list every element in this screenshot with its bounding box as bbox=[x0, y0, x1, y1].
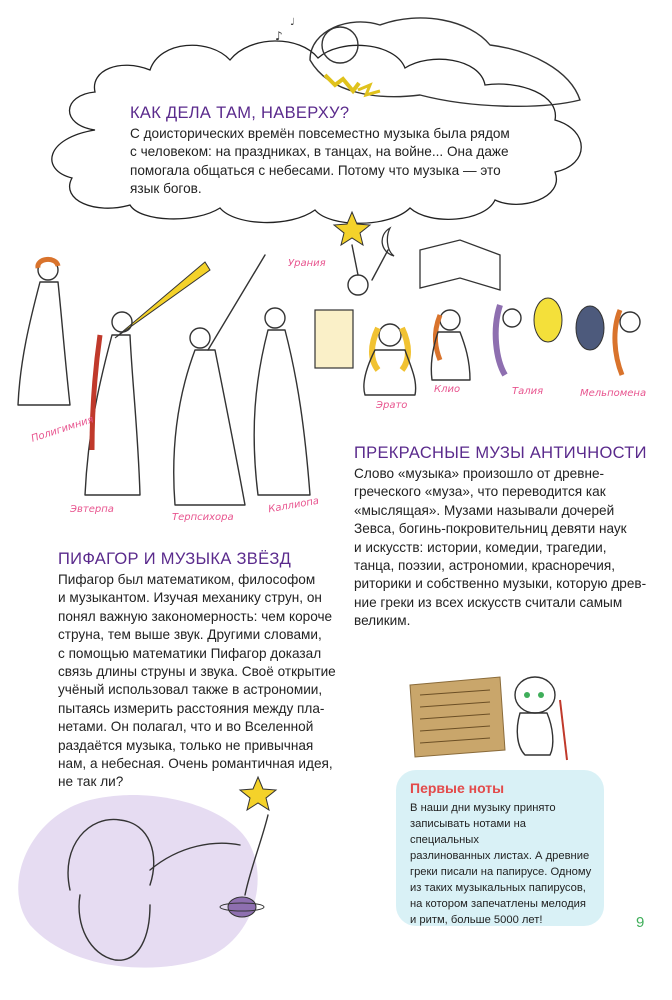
pythagoras-title: ПИФАГОР И МУЗЫКА ЗВЁЗД bbox=[58, 550, 292, 568]
pythagoras-illustration bbox=[0, 775, 330, 995]
muse-label-polyhymnia: Полигимния bbox=[29, 414, 96, 445]
pythagoras-line: понял важную закономерность: чем короче bbox=[58, 608, 333, 624]
intro-title: КАК ДЕЛА ТАМ, НАВЕРХУ? bbox=[130, 104, 350, 122]
planet-icon bbox=[228, 897, 256, 917]
notes-line: В наши дни музыку принято bbox=[410, 802, 556, 814]
muses-section-title: ПРЕКРАСНЫЕ МУЗЫ АНТИЧНОСТИ bbox=[354, 444, 647, 462]
pythagoras-line: учёный использовал также в астрономии, bbox=[58, 682, 323, 698]
muses-line: «мыслящая». Музами называли дочерей bbox=[354, 502, 615, 518]
intro-line: помогала общаться с небесами. Потому что музыка — это bbox=[130, 162, 501, 178]
pythagoras-line: раздаётся музыка, только не привычная bbox=[58, 737, 314, 753]
pythagoras-line: связь длины струны и звука. Своё открытие bbox=[58, 664, 336, 680]
pythagoras-text bbox=[58, 571, 348, 792]
intro-line: язык богов. bbox=[130, 181, 202, 197]
muses-section-text bbox=[354, 465, 654, 631]
pythagoras-line: и музыкантом. Изучая механику струн, он bbox=[58, 590, 322, 606]
intro-line: С доисторических времён повсеместно музыка была рядом bbox=[130, 126, 510, 141]
first-notes-text bbox=[410, 800, 596, 928]
papyrus-illustration bbox=[395, 655, 595, 765]
muses-line: риторики и собственно музыки, которую древ- bbox=[354, 576, 647, 592]
muse-label-melpomene: Мельпомена bbox=[580, 388, 647, 399]
pythagoras-line: с помощью математики Пифагор доказал bbox=[58, 645, 322, 661]
notes-line: греки писали на папирусе. Одному bbox=[410, 866, 592, 878]
pythagoras-line: нам, а небесная. Очень романтичная идея, bbox=[58, 756, 333, 772]
muses-line: великим. bbox=[354, 613, 411, 629]
muses-line: Зевса, богинь-покровительниц девяти наук bbox=[354, 521, 627, 537]
first-notes-title: Первые ноты bbox=[410, 780, 505, 796]
muse-label-calliope: Каллиопа bbox=[267, 495, 320, 516]
muse-label-terpsichore: Терпсихора bbox=[172, 512, 234, 523]
svg-text:♩: ♩ bbox=[290, 17, 295, 28]
muse-label-urania: Урания bbox=[288, 258, 326, 269]
muses-line: танца, поэзии, астрономии, красноречия, bbox=[354, 558, 615, 574]
notes-line: разлинованных листах. А древние bbox=[410, 850, 590, 862]
notes-line: и ритм, больше 5000 лет! bbox=[410, 914, 543, 926]
muse-label-euterpe: Эвтерпа bbox=[70, 504, 114, 515]
notes-line: из таких музыкальных папирусов, bbox=[410, 882, 586, 894]
notes-line: на котором запечатлены мелодия bbox=[410, 898, 586, 910]
moon-icon bbox=[382, 228, 394, 256]
pythagoras-line: не так ли? bbox=[58, 774, 124, 790]
zeus-illustration bbox=[270, 0, 600, 120]
muses-line: греческого «муза», что переводится как bbox=[354, 484, 606, 500]
pythagoras-line: Пифагор был математиком, философом bbox=[58, 572, 316, 587]
muse-label-clio: Клио bbox=[434, 384, 461, 395]
intro-line: с человеком: на праздниках, в танцах, на войне... Она даже bbox=[130, 144, 509, 160]
star-icon bbox=[240, 777, 276, 810]
muses-line: ние греки из всех искусств считали самым bbox=[354, 594, 623, 610]
muses-line: Слово «музыка» произошло от древне- bbox=[354, 466, 605, 481]
notes-line: записывать нотами на специальных bbox=[410, 818, 526, 846]
svg-text:♪: ♪ bbox=[275, 29, 283, 43]
muse-label-erato: Эрато bbox=[376, 400, 408, 411]
pythagoras-line: пытаясь измерить расстояния между пла- bbox=[58, 700, 325, 716]
muse-label-thalia: Талия bbox=[512, 386, 544, 397]
first-notes-box bbox=[396, 770, 604, 926]
star-icon bbox=[334, 212, 370, 245]
intro-text bbox=[130, 125, 530, 199]
muses-line: и искусств: истории, комедии, трагедии, bbox=[354, 539, 607, 555]
page-number: 9 bbox=[636, 914, 645, 931]
pythagoras-line: нетами. Он полагал, что и во Вселенной bbox=[58, 719, 314, 735]
pythagoras-line: струна, тем выше звук. Другими словами, bbox=[58, 627, 322, 643]
